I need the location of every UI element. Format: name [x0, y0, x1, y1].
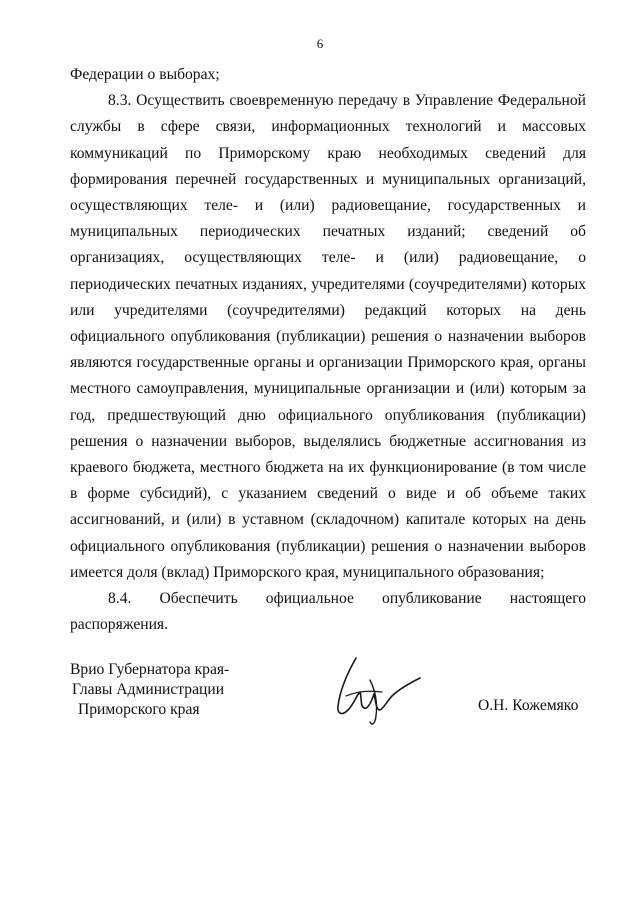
page-number: 6: [316, 36, 324, 51]
paragraph-continuation: Федерации о выборах;: [70, 66, 220, 83]
position-line-3: Приморского края: [78, 701, 200, 718]
document-body: [70, 62, 586, 638]
position-line-1: Врио Губернатора края-: [70, 661, 230, 678]
signatory-position: [70, 660, 229, 720]
paragraph-8-4: 8.4. Обеспечить официальное опубликование настоящего распоряжения.: [70, 590, 586, 634]
handwritten-signature-icon: [326, 650, 426, 730]
position-line-2: Главы Администрации: [72, 681, 225, 698]
signer-name: О.Н. Кожемяко: [478, 697, 579, 714]
paragraph-8-3: 8.3. Осуществить своевременную передачу в Управление Федеральной службы в сфере связи, информационных технологий и массовых коммуникаций по Приморскому краю необходимых сведений для формирования перечней государственных и муниципальных организаций, осуществляющих теле- и (или) радиовещание, государственных и муниципальных периодических печатных изданий; сведений об организациях, осуществляющих теле- и (или) радиовещание, о периодических печатных изданиях, учредителями (соучредителями) которых или учредителями (соучредителями) редакций которых на день официального опубликования (публикации) решения о назначении выборов являются государственные органы и организации Приморского края, органы местного самоуправления, муниципальные организации и (или) которым за год, предшествующий дню официального опубликования (публикации) решения о назначении выборов, выделялись бюджетные ассигнования из краевого бюджета, местного бюджета на их функционирование (в том числе в форме субсидий), с указанием сведений о виде и об объеме таких ассигнований, и (или) в уставном (складочном) капитале которых на день официального опубликования (публикации) решения о назначении выборов имеется доля (вклад) Приморского края, муниципального образования;: [70, 92, 586, 581]
